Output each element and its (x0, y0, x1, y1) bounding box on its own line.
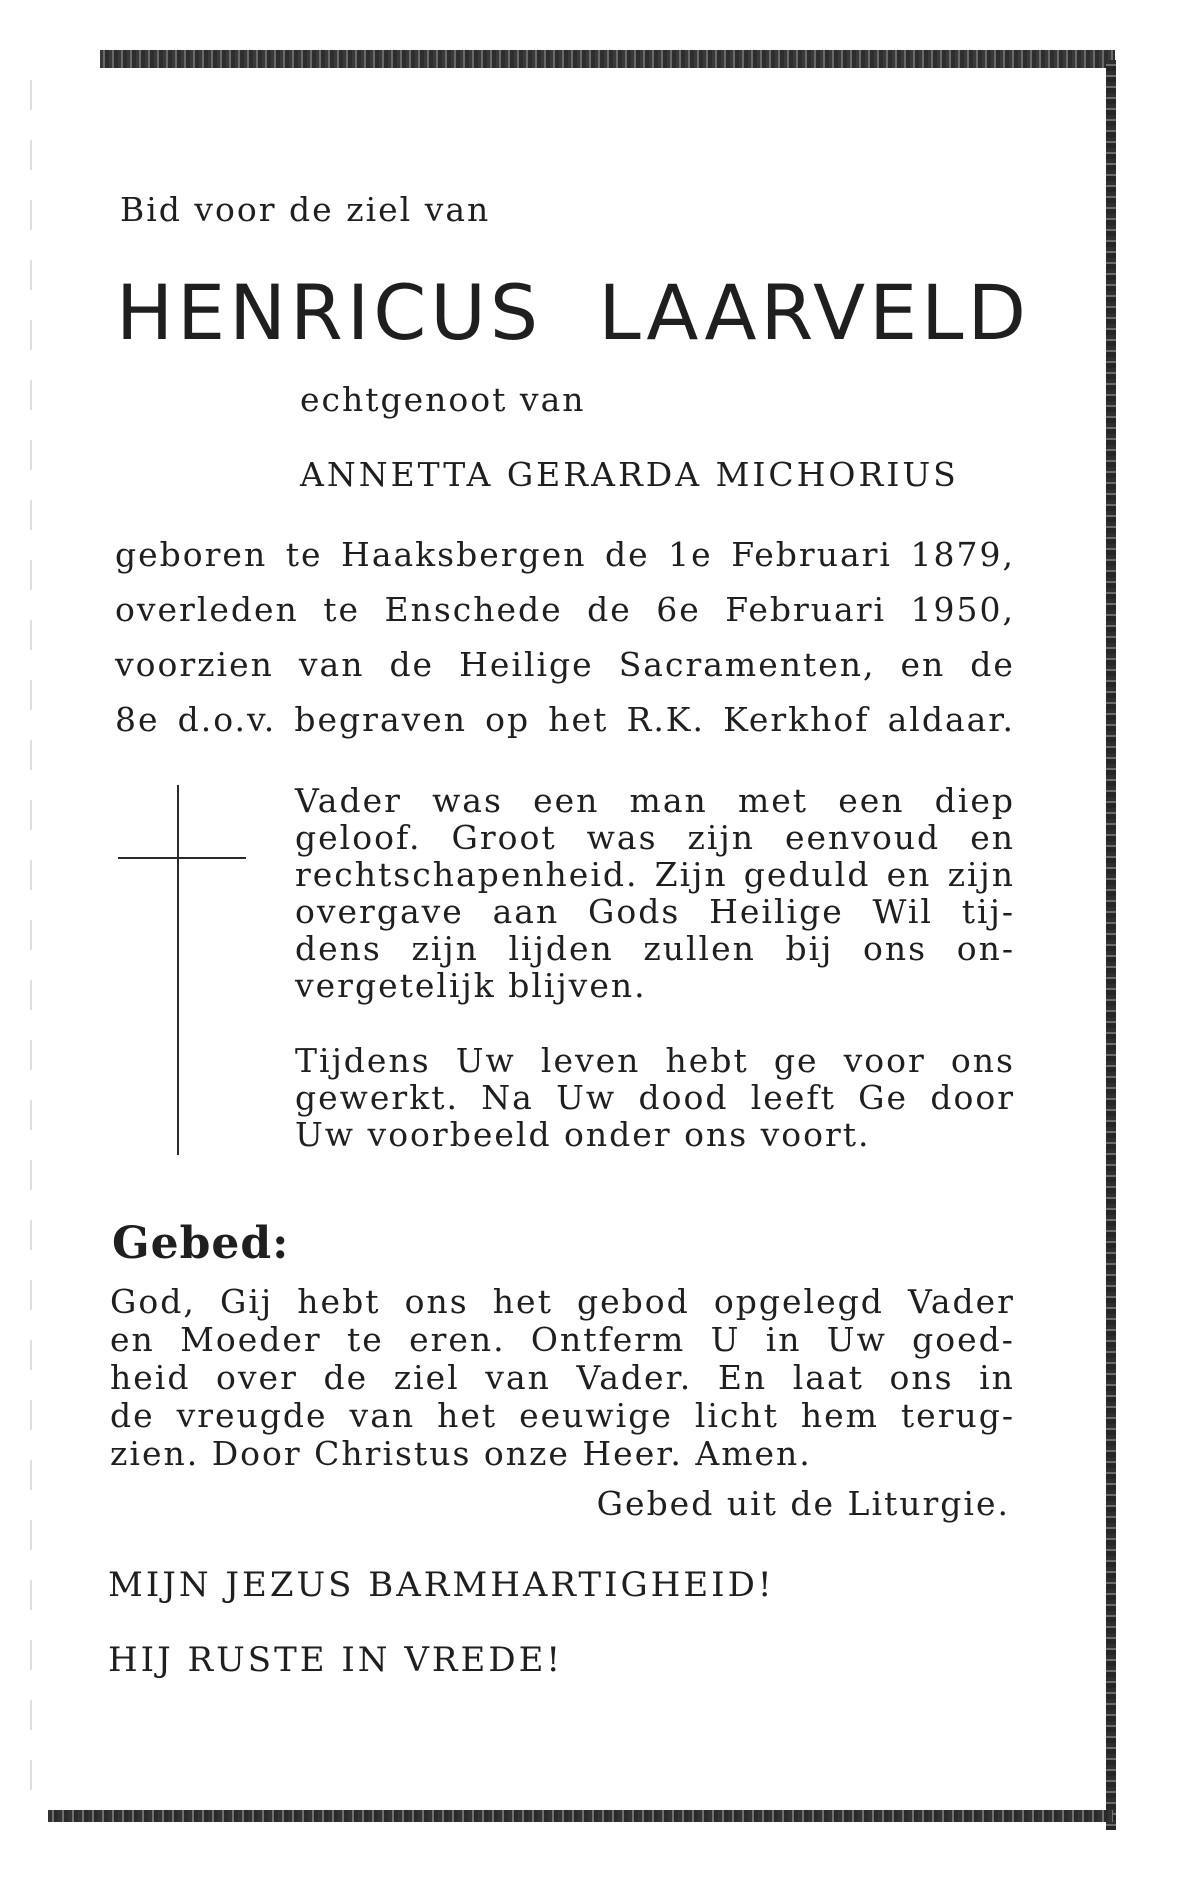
prayer-line: de vreugde van het eeuwige licht hem terug- (110, 1396, 1015, 1435)
bio-line: geboren te Haaksbergen de 1e Februari 1879, (115, 535, 1015, 574)
spouse-intro: echtgenoot van (300, 380, 586, 419)
bio-line: overleden te Enschede de 6e Februari 1950, (115, 590, 1015, 629)
tribute-line: geloof. Groot was zijn eenvoud en (295, 818, 1015, 857)
cross-vertical-bar (177, 785, 179, 1155)
tribute-line: overgave aan Gods Heilige Wil tij- (295, 892, 1015, 931)
left-edge (30, 80, 32, 1820)
cross-horizontal-bar (118, 857, 246, 859)
tribute-paragraph-2 (295, 1042, 1015, 1153)
right-border (1106, 60, 1116, 1830)
tribute2-line: gewerkt. Na Uw dood leeft Ge door (295, 1078, 1015, 1117)
tribute2-line: Uw voorbeeld onder ons voort. (295, 1115, 871, 1154)
prayer-source: Gebed uit de Liturgie. (596, 1484, 1010, 1523)
tribute-line: rechtschapenheid. Zijn geduld en zijn (295, 855, 1015, 894)
bio-line: 8e d.o.v. begraven op het R.K. Kerkhof aldaar. (115, 700, 1015, 739)
intro-text: Bid voor de ziel van (120, 190, 491, 229)
spouse-name: ANNETTA GERARDA MICHORIUS (300, 455, 959, 494)
prayer-line: God, Gij hebt ons het gebod opgelegd Vader (110, 1282, 1015, 1321)
bio-line: voorzien van de Heilige Sacramenten, en de (115, 645, 1015, 684)
prayer-line: zien. Door Christus onze Heer. Amen. (110, 1434, 812, 1473)
top-border (100, 50, 1115, 68)
closing-invocation: MIJN JEZUS BARMHARTIGHEID! (108, 1565, 775, 1605)
tribute-paragraph (295, 782, 1015, 1004)
deceased-name: HENRICUS LAARVELD (116, 268, 1031, 357)
tribute-line: vergetelijk blijven. (295, 966, 647, 1005)
closing-rest-in-peace: HIJ RUSTE IN VREDE! (108, 1640, 564, 1680)
prayer-line: heid over de ziel van Vader. En laat ons in (110, 1358, 1015, 1397)
tribute-line: Vader was een man met een diep (295, 781, 1015, 820)
bottom-border (48, 1810, 1113, 1822)
tribute-line: dens zijn lijden zullen bij ons on- (295, 929, 1015, 968)
prayer-paragraph (110, 1283, 1015, 1473)
tribute2-line: Tijdens Uw leven hebt ge voor ons (295, 1041, 1015, 1080)
prayer-line: en Moeder te eren. Ontferm U in Uw goed- (110, 1320, 1015, 1359)
prayer-heading: Gebed: (112, 1218, 290, 1269)
